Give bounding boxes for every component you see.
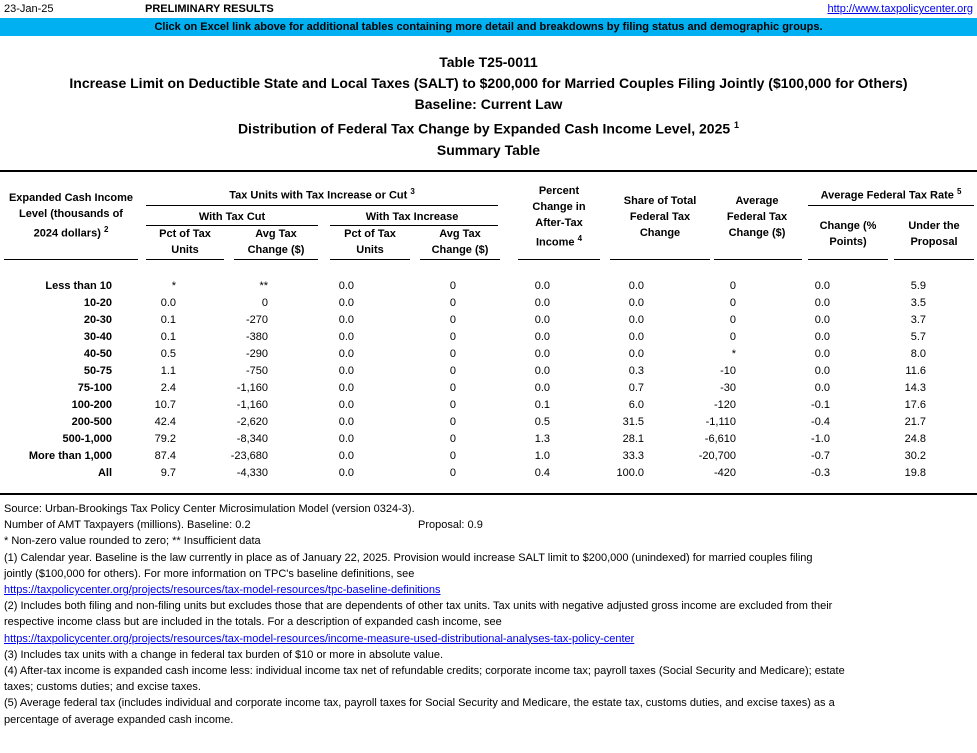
inc-avg-cell: 0 <box>449 449 456 462</box>
avg-change-cell: -120 <box>713 398 736 411</box>
cut-avg-cell: -750 <box>245 364 268 377</box>
inc-avg-cell: 0 <box>449 466 456 479</box>
rate-cell: 11.6 <box>905 364 926 377</box>
income-level-cell: 10-20 <box>83 296 112 309</box>
inc-avg-cell: 0 <box>449 330 456 343</box>
col-underline-share <box>610 259 710 260</box>
income-level-cell: 20-30 <box>83 313 112 326</box>
share-cell: 100.0 <box>616 466 644 479</box>
inc-pct-cell: 0.0 <box>338 296 354 309</box>
table-row <box>0 447 926 464</box>
cut-avg-cell: -380 <box>245 330 268 343</box>
rate-cell: 24.8 <box>904 432 926 445</box>
note-4b: taxes; customs duties; and excise taxes. <box>4 681 201 694</box>
excel-banner: Click on Excel link above for additional tables containing more detail and breakdowns by filing status and demographic groups. <box>0 18 977 36</box>
share-cell: 6.0 <box>628 398 644 411</box>
rate-cell: 17.6 <box>904 398 926 411</box>
cut-pct-cell: 9.7 <box>160 466 176 479</box>
cut-pct-cell: 42.4 <box>154 415 176 428</box>
inc-pct-cell: 0.0 <box>338 415 354 428</box>
share-cell: 0.0 <box>628 347 644 360</box>
rate-cell: 19.8 <box>904 466 926 479</box>
note-1a: (1) Calendar year. Baseline is the law currently in place as of January 22, 2025. Provision would increase SALT limit to $200,000 (unindexed) for married couples filing <box>4 551 813 564</box>
header-tax-units-underline <box>146 205 498 206</box>
header-tax-units: Tax Units with Tax Increase or Cut $^3$ <box>229 187 415 202</box>
table-bottom-rule <box>0 493 977 495</box>
header-change-points: Change (% Points) <box>819 220 877 248</box>
pct-change-cell: 1.3 <box>534 432 550 445</box>
inc-pct-cell: 0.0 <box>338 313 354 326</box>
cut-avg-cell: -1,160 <box>236 398 268 411</box>
income-level-cell: Less than 10 <box>45 279 112 292</box>
cut-avg-cell: ** <box>259 279 268 292</box>
pct-change-cell: 0.0 <box>534 364 550 377</box>
table-row <box>0 379 926 396</box>
note-4a: (4) After-tax income is expanded cash income less: individual income tax net of refundable credits; corporate income tax; payroll taxes (Social Security and Medicare); estate <box>4 665 845 678</box>
inc-pct-cell: 0.0 <box>338 466 354 479</box>
income-level-cell: All <box>97 466 112 479</box>
rate-change-cell: 0.0 <box>814 364 830 377</box>
cut-pct-cell: 0.0 <box>160 296 176 309</box>
table-row <box>0 413 926 430</box>
avg-change-cell: -20,700 <box>698 449 736 462</box>
table-row <box>0 328 926 345</box>
share-cell: 0.3 <box>628 364 644 377</box>
amt-note: Number of AMT Taxpayers (millions). Baseline: 0.2 Proposal: 0.9 <box>4 519 483 532</box>
income-level-cell: 200-500 <box>71 415 112 428</box>
col-underline-avg-fed <box>714 259 802 260</box>
rate-cell: 21.7 <box>904 415 926 428</box>
avg-change-cell: 0 <box>729 279 736 292</box>
inc-pct-cell: 0.0 <box>338 364 354 377</box>
pct-change-cell: 0.0 <box>534 330 550 343</box>
cut-pct-cell: 79.2 <box>154 432 176 445</box>
rate-change-cell: 0.0 <box>814 381 830 394</box>
header-avg-rate: Average Federal Tax Rate $^5$ <box>820 187 962 202</box>
inc-avg-cell: 0 <box>449 364 456 377</box>
cut-pct-cell: * <box>171 279 176 292</box>
cut-avg-cell: -1,160 <box>236 381 268 394</box>
cut-avg-cell: -270 <box>245 313 268 326</box>
cut-pct-cell: 0.1 <box>160 330 176 343</box>
rate-cell: 3.5 <box>910 296 926 309</box>
col-underline-cut-avg <box>234 259 318 260</box>
table-row <box>0 362 926 379</box>
inc-avg-cell: 0 <box>449 296 456 309</box>
nonzero-note: * Non-zero value rounded to zero; ** Insufficient data <box>4 535 261 548</box>
header-under-proposal: Under the Proposal <box>908 220 960 248</box>
avg-change-cell: -30 <box>720 381 736 394</box>
inc-avg-cell: 0 <box>449 398 456 411</box>
header-with-increase: With Tax Increase <box>365 211 459 223</box>
header-share: Share of Total Federal Tax Change <box>623 195 697 239</box>
col-underline-cut-pct <box>146 259 224 260</box>
table-row <box>0 311 926 328</box>
avg-change-cell: 0 <box>729 313 736 326</box>
inc-pct-cell: 0.0 <box>338 347 354 360</box>
header-top-rule <box>0 170 977 172</box>
table-row <box>0 345 926 362</box>
income-level-cell: 100-200 <box>71 398 112 411</box>
inc-avg-cell: 0 <box>449 415 456 428</box>
table-titles <box>0 52 977 161</box>
baseline-title: Baseline: Current Law <box>414 96 563 112</box>
income-measure-link[interactable]: https://taxpolicycenter.org/projects/resources/tax-model-resources/income-measure-used-distributional-analyses-tax-policy-center <box>4 632 635 645</box>
inc-avg-cell: 0 <box>449 279 456 292</box>
header-cut-pct: Pct of Tax Units <box>159 228 211 256</box>
distribution-title: Distribution of Federal Tax Change by Expanded Cash Income Level, 2025 $^1$ <box>237 120 740 137</box>
table-id: Table T25-0011 <box>439 54 538 70</box>
income-level-cell: More than 1,000 <box>28 449 112 462</box>
cut-avg-cell: -290 <box>245 347 268 360</box>
rate-change-cell: 0.0 <box>814 313 830 326</box>
cut-pct-cell: 10.7 <box>154 398 176 411</box>
table-row <box>0 396 926 413</box>
avg-change-cell: -10 <box>720 364 736 377</box>
inc-pct-cell: 0.0 <box>338 279 354 292</box>
avg-change-cell: 0 <box>729 296 736 309</box>
inc-pct-cell: 0.0 <box>338 381 354 394</box>
rate-cell: 14.3 <box>904 381 926 394</box>
header-inc-pct: Pct of Tax Units <box>344 228 396 256</box>
avg-change-cell: -420 <box>713 466 736 479</box>
header-avg-fed: Average Federal Tax Change ($) <box>726 195 788 239</box>
cut-pct-cell: 2.4 <box>160 381 176 394</box>
table-row <box>0 464 926 481</box>
pct-change-cell: 0.1 <box>534 398 550 411</box>
inc-avg-cell: 0 <box>449 381 456 394</box>
source-note: Source: Urban-Brookings Tax Policy Center Microsimulation Model (version 0324-3). <box>4 503 415 515</box>
rate-change-cell: -0.3 <box>811 466 830 479</box>
table-title: Increase Limit on Deductible State and Local Taxes (SALT) to $200,000 for Married Couples Filing Jointly ($100,000 for Others) <box>69 75 908 91</box>
share-cell: 0.0 <box>628 296 644 309</box>
share-cell: 0.0 <box>628 330 644 343</box>
rate-change-cell: 0.0 <box>814 330 830 343</box>
note-5a: (5) Average federal tax (includes individual and corporate income tax, payroll taxes for Social Security and Medicare, the estate tax, customs duties, and excise taxes) as a <box>4 697 835 710</box>
header-cut-avg: Avg Tax Change ($) <box>247 228 305 256</box>
header-income-level: Expanded Cash Income Level (thousands of 2024 dollars) $^2$ <box>8 192 134 240</box>
cut-avg-cell: -23,680 <box>230 449 268 462</box>
rate-change-cell: 0.0 <box>814 279 830 292</box>
cut-avg-cell: -4,330 <box>236 466 268 479</box>
inc-avg-cell: 0 <box>449 432 456 445</box>
share-cell: 28.1 <box>622 432 644 445</box>
summary-title: Summary Table <box>436 141 541 158</box>
rate-cell: 3.7 <box>910 313 926 326</box>
share-cell: 0.7 <box>628 381 644 394</box>
pct-change-cell: 0.0 <box>534 347 550 360</box>
avg-change-cell: 0 <box>729 330 736 343</box>
share-cell: 33.3 <box>622 449 644 462</box>
pct-change-cell: 0.4 <box>534 466 550 479</box>
rate-change-cell: -0.4 <box>811 415 830 428</box>
header-with-cut: With Tax Cut <box>198 211 266 223</box>
cut-pct-cell: 87.4 <box>154 449 176 462</box>
header-avg-rate-underline <box>808 205 974 206</box>
table-row <box>0 277 926 294</box>
results-table <box>0 277 926 481</box>
table-row <box>0 294 926 311</box>
cut-pct-cell: 0.1 <box>160 313 176 326</box>
top-bar <box>0 3 977 17</box>
rate-cell: 5.9 <box>910 279 926 292</box>
avg-change-cell: -6,610 <box>704 432 736 445</box>
note-3: (3) Includes tax units with a change in federal tax burden of $10 or more in absolute value. <box>4 648 444 661</box>
rate-cell: 5.7 <box>910 330 926 343</box>
col-underline-inc-pct <box>330 259 410 260</box>
pct-change-cell: 1.0 <box>534 449 550 462</box>
income-level-cell: 40-50 <box>83 347 112 360</box>
note-2a: (2) Includes both filing and non-filing units but excludes those that are dependents of other tax units. Tax units with negative adjusted gross income are excluded from their <box>4 600 833 613</box>
income-level-cell: 75-100 <box>77 381 112 394</box>
col-underline-proposal <box>894 259 974 260</box>
inc-avg-cell: 0 <box>449 347 456 360</box>
cut-avg-cell: 0 <box>261 296 268 309</box>
pct-change-cell: 0.5 <box>534 415 550 428</box>
cut-avg-cell: -8,340 <box>236 432 268 445</box>
rate-change-cell: -0.7 <box>811 449 830 462</box>
income-level-cell: 50-75 <box>83 364 112 377</box>
share-cell: 0.0 <box>628 313 644 326</box>
rate-cell: 30.2 <box>904 449 926 462</box>
pct-change-cell: 0.0 <box>534 279 550 292</box>
note-2b: respective income class but are included in the totals. For a description of expanded cash income, see <box>4 616 502 629</box>
inc-pct-cell: 0.0 <box>338 398 354 411</box>
rate-change-cell: 0.0 <box>814 296 830 309</box>
avg-change-cell: * <box>731 347 736 360</box>
share-cell: 0.0 <box>628 279 644 292</box>
note-5b: percentage of average expanded cash income. <box>4 713 234 726</box>
share-cell: 31.5 <box>622 415 644 428</box>
avg-change-cell: -1,110 <box>705 415 736 428</box>
cut-pct-cell: 1.1 <box>160 364 176 377</box>
report-date: 23-Jan-25 <box>4 3 54 15</box>
pct-change-cell: 0.0 <box>534 296 550 309</box>
rate-change-cell: 0.0 <box>814 347 830 360</box>
header-pct-change: Percent Change in After-Tax Income $^4$ <box>532 185 586 249</box>
col-underline-inc-avg <box>420 259 500 260</box>
pct-change-cell: 0.0 <box>534 313 550 326</box>
baseline-definitions-link[interactable]: https://taxpolicycenter.org/projects/resources/tax-model-resources/tpc-baseline-definitions <box>4 584 441 597</box>
rate-change-cell: -1.0 <box>811 432 830 445</box>
inc-pct-cell: 0.0 <box>338 330 354 343</box>
inc-avg-cell: 0 <box>449 313 456 326</box>
col-underline-pct-change <box>518 259 600 260</box>
cut-avg-cell: -2,620 <box>236 415 268 428</box>
note-1b: jointly ($100,000 for others). For more information on TPC's baseline definitions, see <box>4 567 415 580</box>
inc-pct-cell: 0.0 <box>338 432 354 445</box>
income-level-cell: 500-1,000 <box>62 432 112 445</box>
site-link[interactable]: http://www.taxpolicycenter.org <box>827 3 973 15</box>
header-inc-avg: Avg Tax Change ($) <box>431 228 489 256</box>
col-underline-change-pts <box>808 259 888 260</box>
rate-cell: 8.0 <box>910 347 926 360</box>
cut-pct-cell: 0.5 <box>160 347 176 360</box>
income-level-cell: 30-40 <box>83 330 112 343</box>
rate-change-cell: -0.1 <box>811 398 830 411</box>
status-label: PRELIMINARY RESULTS <box>145 3 274 15</box>
col-underline-level <box>4 259 138 260</box>
inc-pct-cell: 0.0 <box>338 449 354 462</box>
table-row <box>0 430 926 447</box>
footnotes <box>4 501 974 728</box>
pct-change-cell: 0.0 <box>534 381 550 394</box>
